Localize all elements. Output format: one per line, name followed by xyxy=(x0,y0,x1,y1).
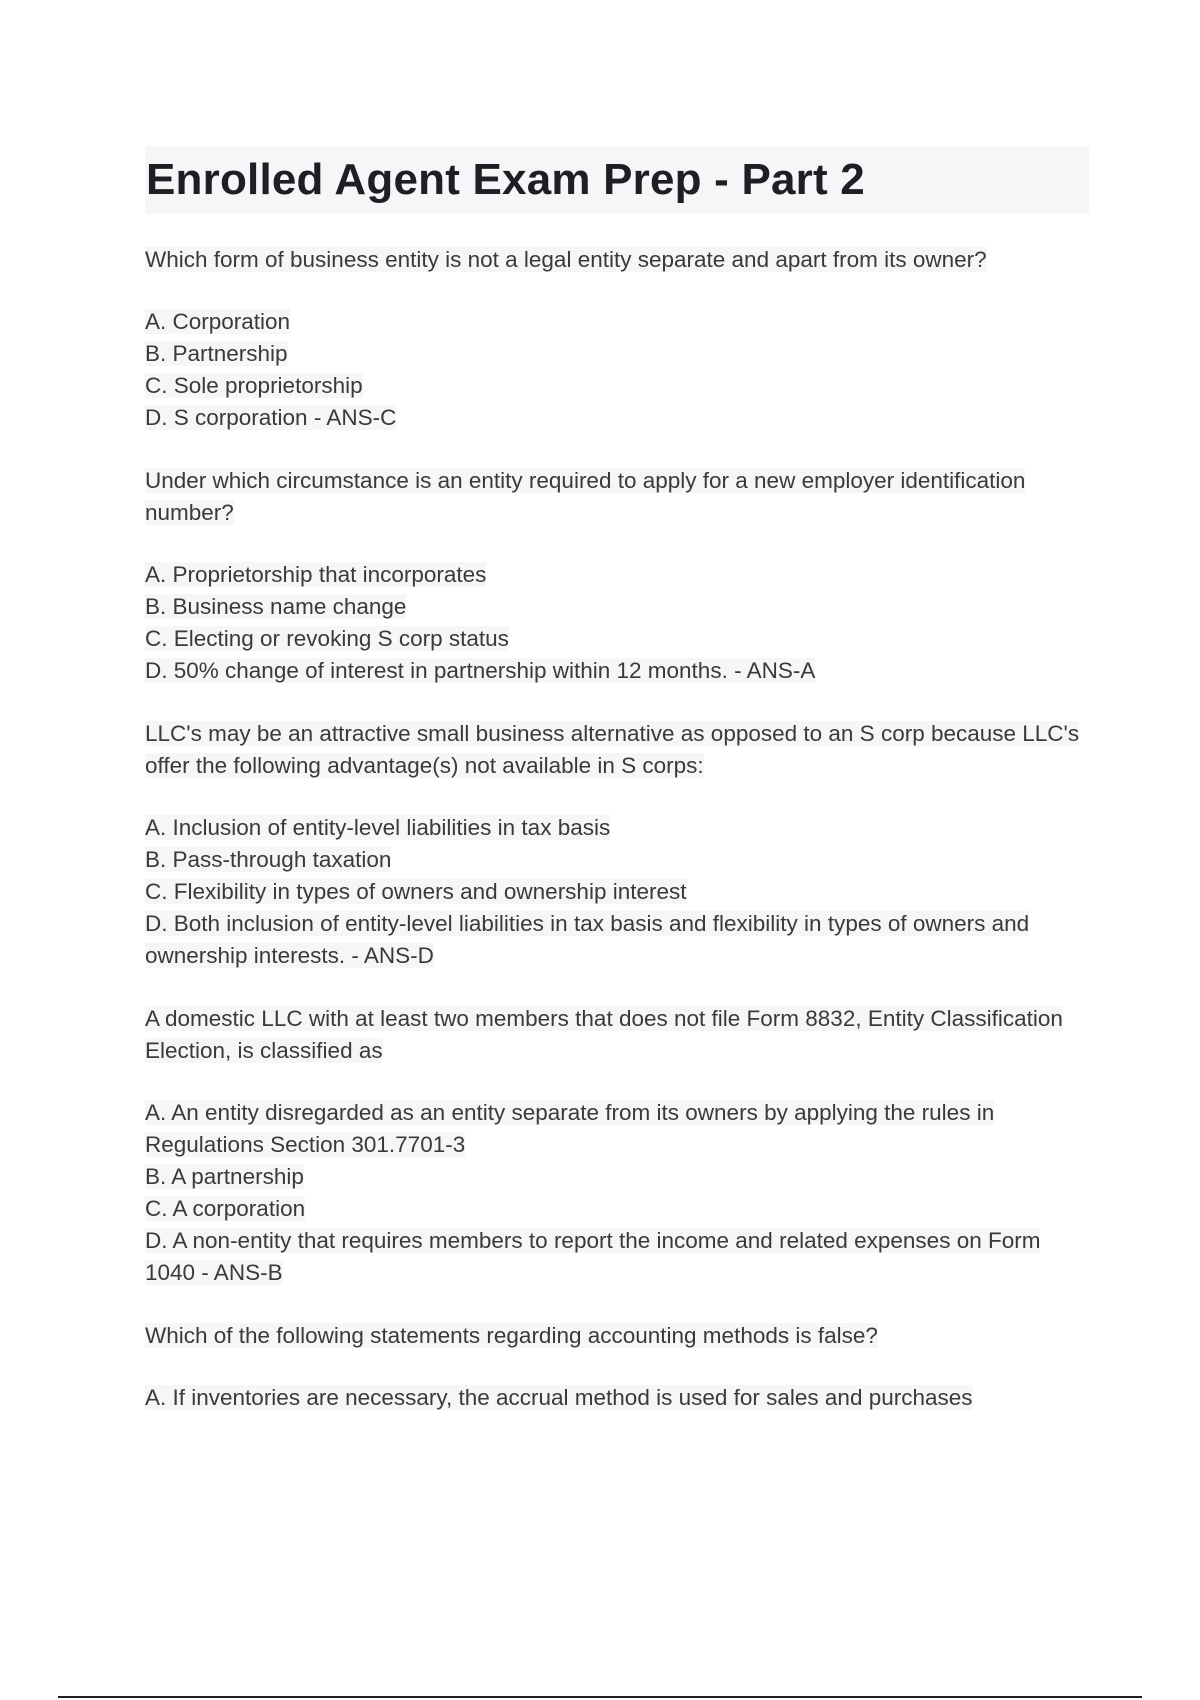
question-list xyxy=(145,244,1090,1445)
question-text: Under which circumstance is an entity required to apply for a new employer identification number? xyxy=(145,468,1026,525)
question-block xyxy=(145,718,1090,972)
answer-option: D. A non-entity that requires members to report the income and related expenses on Form 1040 - ANS-B xyxy=(145,1228,1041,1285)
question-text: Which of the following statements regarding accounting methods is false? xyxy=(145,1323,878,1348)
answer-option: D. Both inclusion of entity-level liabilities in tax basis and flexibility in types of owners and ownership interests. - ANS-D xyxy=(145,911,1030,968)
answer-option: D. 50% change of interest in partnership within 12 months. - ANS-A xyxy=(145,658,816,683)
question-block xyxy=(145,465,1090,687)
answer-option: A. If inventories are necessary, the accrual method is used for sales and purchases xyxy=(145,1385,973,1410)
answer-option: C. Electing or revoking S corp status xyxy=(145,626,509,651)
question-block xyxy=(145,244,1090,434)
answer-option: A. Proprietorship that incorporates xyxy=(145,562,487,587)
answer-option: C. Flexibility in types of owners and ownership interest xyxy=(145,879,687,904)
answer-option: B. A partnership xyxy=(145,1164,304,1189)
answer-options xyxy=(145,1097,1090,1289)
answer-options xyxy=(145,812,1090,972)
question-block xyxy=(145,1003,1090,1289)
answer-options xyxy=(145,1382,1090,1414)
answer-options xyxy=(145,306,1090,434)
answer-option: A. An entity disregarded as an entity separate from its owners by applying the rules in Regulations Section 301.7701-3 xyxy=(145,1100,995,1157)
answer-option: B. Business name change xyxy=(145,594,407,619)
answer-option: A. Inclusion of entity-level liabilities in tax basis xyxy=(145,815,611,840)
answer-option: C. A corporation xyxy=(145,1196,306,1221)
answer-option: C. Sole proprietorship xyxy=(145,373,363,398)
title-band xyxy=(145,146,1089,214)
question-text: Which form of business entity is not a legal entity separate and apart from its owner? xyxy=(145,247,987,272)
footer-divider xyxy=(58,1696,1142,1698)
answer-options xyxy=(145,559,1090,687)
question-text: LLC's may be an attractive small business alternative as opposed to an S corp because LLC's offer the following advantage(s) not available in S corps: xyxy=(145,721,1080,778)
page-title: Enrolled Agent Exam Prep - Part 2 xyxy=(146,155,865,204)
answer-option: B. Pass-through taxation xyxy=(145,847,392,872)
answer-option: B. Partnership xyxy=(145,341,288,366)
question-text: A domestic LLC with at least two members that does not file Form 8832, Entity Classification Election, is classified as xyxy=(145,1006,1063,1063)
answer-option: D. S corporation - ANS-C xyxy=(145,405,397,430)
question-block xyxy=(145,1320,1090,1414)
answer-option: A. Corporation xyxy=(145,309,291,334)
